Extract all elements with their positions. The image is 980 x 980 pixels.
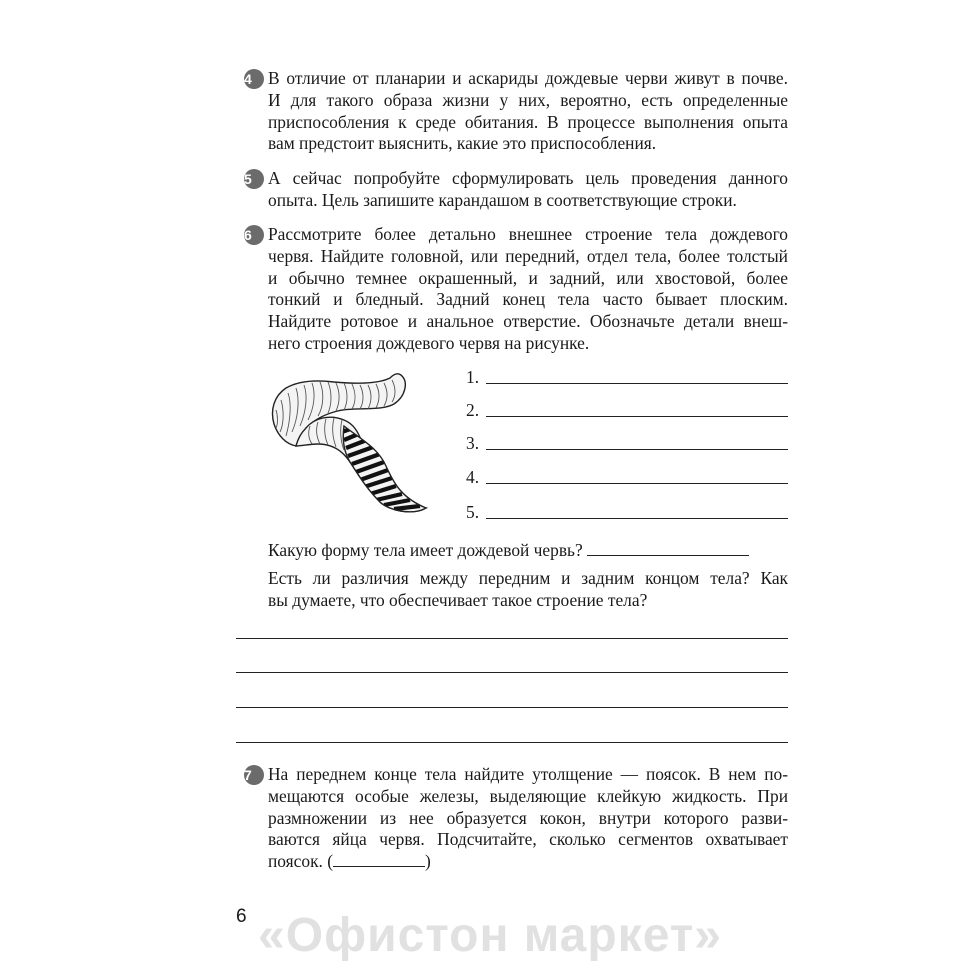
writing-line[interactable] (236, 742, 788, 743)
task-number-badge: 5 (244, 169, 264, 189)
answer-line[interactable] (486, 416, 788, 417)
answer-label: 2. (466, 400, 480, 420)
segment-count-suffix: ) (425, 851, 431, 872)
task-text-line: Рассмотрите более детально внешнее строение тела дождевого (268, 224, 788, 244)
task-text-line: него строения дождевого червя на рисунке. (268, 332, 590, 353)
task-text-line: и обычно темнее окрашенный, и задний, или хвостовой, более (268, 267, 788, 288)
answer-label: 3. (466, 433, 480, 453)
question-text: Какую форму тела имеет дождевой червь? (268, 540, 583, 560)
writing-line[interactable] (236, 638, 788, 639)
segment-count-blank[interactable] (333, 852, 425, 867)
store-watermark: «Офистон маркет» (258, 909, 722, 962)
answer-blank[interactable] (587, 541, 749, 556)
task-text-line: мещаются особые железы, выделяющие клейкую жидкость. При (268, 785, 788, 806)
task-text-line: И для такого образа жизни у них, вероятно, есть определенные (268, 89, 788, 110)
task-text-line: червя. Найдите головной, или передний, отдел тела, более толстый (268, 245, 788, 266)
answer-label: 5. (466, 502, 480, 522)
answer-line[interactable] (486, 383, 788, 384)
task-number-badge: 6 (244, 225, 264, 245)
answer-line[interactable] (486, 449, 788, 450)
writing-line[interactable] (236, 672, 788, 673)
task-6 (244, 224, 788, 355)
question-body-shape (268, 540, 788, 562)
task-text-line: В отличие от планарии и аскариды дождевые черви живут в почве. (268, 68, 788, 88)
task-text-line: Найдите ротовое и анальное отверстие. Обозначьте детали внеш- (268, 311, 788, 332)
answer-line[interactable] (486, 518, 788, 519)
task-text-line: ваются яйца червя. Подсчитайте, сколько сегментов охватывает (268, 829, 788, 850)
task-text-line: вам предстоит выяснить, какие это приспособления. (268, 133, 657, 154)
answer-row-5 (466, 501, 788, 523)
answer-row-2 (466, 399, 788, 421)
task-number-badge: 7 (244, 765, 264, 785)
task-number-badge: 4 (244, 69, 264, 89)
task-5 (244, 168, 788, 212)
task-7 (244, 764, 788, 873)
task-text-line: приспособления к среде обитания. В процессе выполнения опыта (268, 111, 788, 132)
task-4 (244, 68, 788, 155)
question-text-line: Есть ли различия между передним и задним концом тела? Как (268, 568, 788, 588)
task-text-line: тонкий и бледный. Задний конец тела часто бывает плоским. (268, 289, 788, 310)
question-text-line: вы думаете, что обеспечивает такое строение тела? (268, 589, 648, 610)
task-text-line (268, 851, 788, 873)
writing-line[interactable] (236, 707, 788, 708)
answer-label: 1. (466, 367, 480, 387)
answer-row-1 (466, 366, 788, 388)
answer-line[interactable] (486, 483, 788, 484)
question-body-ends (268, 568, 788, 612)
answer-row-4 (466, 466, 788, 488)
page-number: 6 (236, 906, 247, 927)
task-text-line: А сейчас попробуйте сформулировать цель проведения данного (268, 168, 788, 188)
question-line (268, 540, 788, 562)
answer-row-3 (466, 432, 788, 454)
answer-label: 4. (466, 467, 480, 487)
task-text-line: На переднем конце тела найдите утолщение — поясок. В нем по- (268, 764, 788, 784)
task-text-line: размножении из нее образуется кокон, внутри которого разви- (268, 807, 788, 828)
segment-count-prefix: поясок. ( (268, 851, 334, 872)
task-text-line: опыта. Цель запишите карандашом в соответствующие строки. (268, 189, 737, 210)
earthworm-illustration (262, 366, 434, 518)
